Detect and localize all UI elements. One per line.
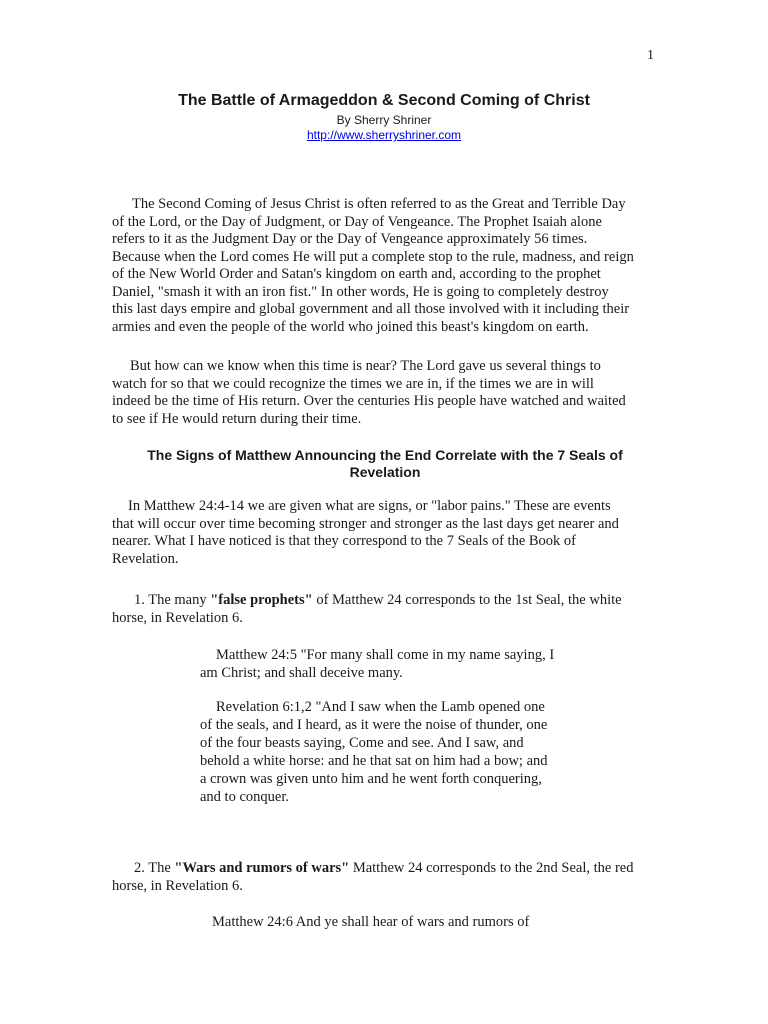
scripture-quote-1 <box>200 646 580 682</box>
paragraph-line: watch for so that we could recognize the times we are in, if the times we are in will <box>112 375 594 392</box>
paragraph-line: of the New World Order and Satan's kingdom on earth and, according to the prophet <box>112 266 601 282</box>
paragraph-line: nearer. What I have noticed is that they correspond to the 7 Seals of the Book of <box>112 533 576 549</box>
quote-line: Matthew 24:5 "For many shall come in my name saying, I <box>216 647 555 663</box>
paragraph-line: In Matthew 24:4-14 we are given what are signs, or "labor pains." These are events <box>128 498 611 514</box>
list-item-text: of Matthew 24 corresponds to the 1st Seal, the white <box>312 592 622 608</box>
quote-line: Matthew 24:6 And ye shall hear of wars and rumors of <box>212 914 530 930</box>
list-item-emphasis: "false prophets" <box>210 592 313 608</box>
list-item-line <box>112 860 658 878</box>
paragraph-line: that will occur over time becoming stronger and stronger as the last days get nearer and <box>112 515 619 532</box>
third-paragraph <box>112 498 658 568</box>
paragraph-line: Daniel, "smash it with an iron fist." In other words, He is going to completely destroy <box>112 283 609 300</box>
quote-line: a crown was given unto him and he went forth conquering, <box>200 771 542 787</box>
paragraph-line: refers to it as the Judgment Day or the Day of Vengeance approximately 56 times. <box>112 231 588 247</box>
quote-line: and to conquer. <box>200 789 289 805</box>
list-item-text: Matthew 24 corresponds to the 2nd Seal, the red <box>349 860 634 876</box>
quote-line: am Christ; and shall deceive many. <box>200 665 403 681</box>
section-heading <box>112 447 658 481</box>
list-item-2 <box>112 860 658 895</box>
section-heading-line: Revelation <box>349 464 421 480</box>
paragraph-line: armies and even the people of the world who joined this beast's kingdom on earth. <box>112 318 589 335</box>
scripture-quote-2 <box>200 698 580 806</box>
list-item-emphasis: "Wars and rumors of wars" <box>174 860 350 876</box>
list-item-line <box>112 592 658 610</box>
paragraph-line: Revelation. <box>112 550 179 567</box>
paragraph-line: to see if He would return during their time. <box>112 410 362 427</box>
list-item-text: 2. The <box>134 860 175 876</box>
list-item-1 <box>112 592 658 627</box>
page-number: 1 <box>647 48 654 63</box>
quote-line: of the four beasts saying, Come and see. And I saw, and <box>200 735 524 751</box>
quote-line: Revelation 6:1,2 "And I saw when the Lamb opened one <box>216 699 545 715</box>
quote-line: of the seals, and I heard, as it were the noise of thunder, one <box>200 717 548 733</box>
paragraph-line: indeed be the time of His return. Over the centuries His people have watched and waited <box>112 393 626 409</box>
paragraph-line: But how can we know when this time is near? The Lord gave us several things to <box>130 358 601 374</box>
author-byline: By Sherry Shriner <box>336 113 432 127</box>
paragraph-line: Because when the Lord comes He will put a complete stop to the rule, madness, and reign <box>112 248 634 265</box>
list-item-text: 1. The many <box>134 592 211 608</box>
intro-paragraph <box>112 196 658 336</box>
paragraph-line: The Second Coming of Jesus Christ is often referred to as the Great and Terrible Day <box>132 196 626 212</box>
document-title: The Battle of Armageddon & Second Coming of Christ <box>178 92 590 109</box>
second-paragraph <box>112 358 658 428</box>
paragraph-line: this last days empire and global government and all those involved with it including their <box>112 301 630 317</box>
paragraph-line: of the Lord, or the Day of Judgment, or Day of Vengeance. The Prophet Isaiah alone <box>112 213 602 230</box>
section-heading-line: The Signs of Matthew Announcing the End Correlate with the 7 Seals of <box>147 447 623 463</box>
scripture-quote-3 <box>200 913 580 931</box>
quote-line: behold a white horse: and he that sat on him had a bow; and <box>200 753 548 769</box>
list-item-line: horse, in Revelation 6. <box>112 609 243 626</box>
author-website-link[interactable]: http://www.sherryshriner.com <box>306 128 462 142</box>
list-item-line: horse, in Revelation 6. <box>112 877 243 894</box>
